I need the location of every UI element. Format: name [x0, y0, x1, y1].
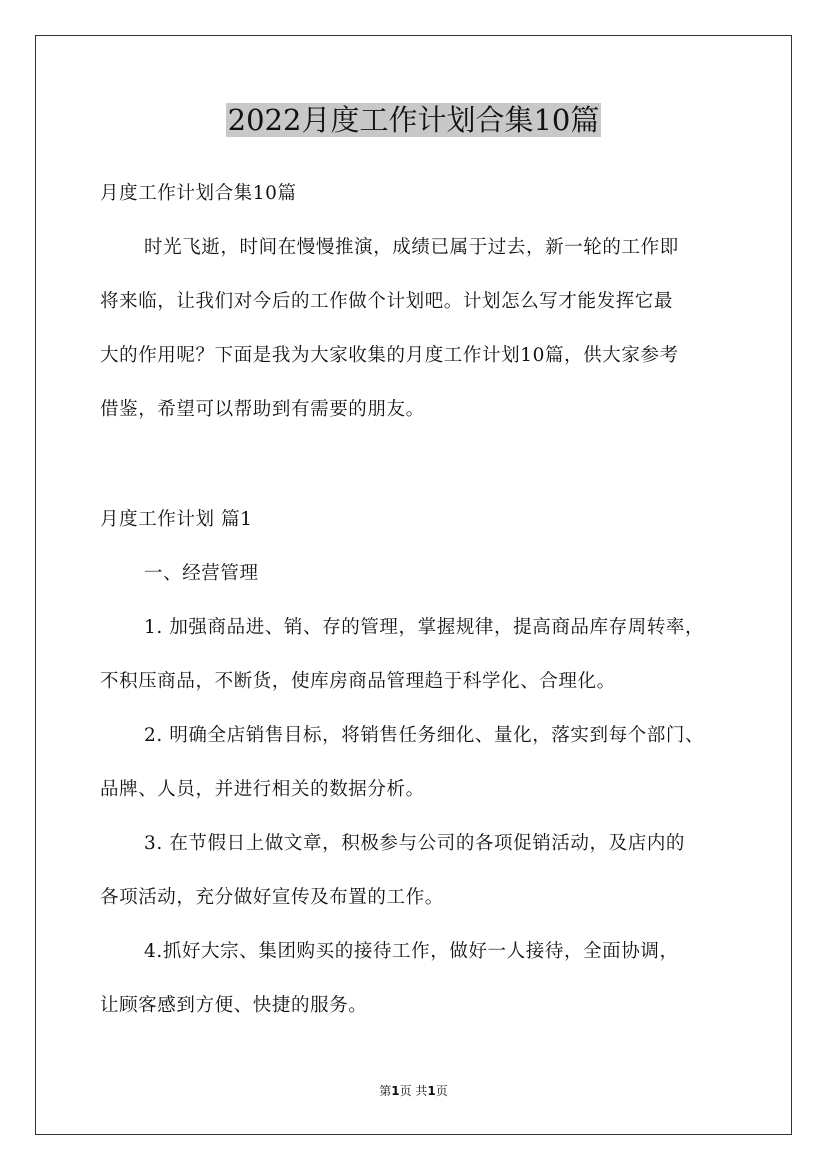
document-title-text: 2022月度工作计划合集10篇 — [227, 103, 600, 137]
footer-middle: 页 共 — [399, 1084, 428, 1098]
item-3-line-2: 各项活动，充分做好宣传及布置的工作。 — [100, 887, 444, 908]
section-heading: 月度工作计划 篇1 — [100, 509, 253, 530]
item-1-line-2: 不积压商品，不断货，使库房商品管理趋于科学化、合理化。 — [100, 671, 616, 692]
subtitle: 月度工作计划合集10篇 — [100, 183, 297, 204]
item-1-line-1: 1. 加强商品进、销、存的管理，掌握规律，提高商品库存周转率， — [144, 617, 705, 638]
item-4-line-1: 4.抓好大宗、集团购买的接待工作，做好一人接待，全面协调， — [144, 941, 679, 962]
page-footer — [0, 1083, 827, 1099]
subsection-heading: 一、经营管理 — [144, 563, 259, 584]
item-2-line-1: 2. 明确全店销售目标，将销售任务细化、量化，落实到每个部门、 — [144, 725, 705, 746]
item-2-line-2: 品牌、人员，并进行相关的数据分析。 — [100, 779, 425, 800]
item-3-line-1: 3. 在节假日上做文章，积极参与公司的各项促销活动，及店内的 — [144, 833, 686, 854]
document-title — [0, 98, 827, 142]
intro-line-2: 将来临，让我们对今后的工作做个计划吧。计划怎么写才能发挥它最 — [100, 291, 674, 312]
footer-prefix: 第 — [379, 1084, 392, 1098]
item-4-line-2: 让顾客感到方便、快捷的服务。 — [100, 995, 368, 1016]
footer-suffix: 页 — [435, 1084, 448, 1098]
footer-current-page: 1 — [391, 1084, 400, 1098]
intro-line-4: 借鉴，希望可以帮助到有需要的朋友。 — [100, 399, 425, 420]
footer-total-pages: 1 — [427, 1084, 436, 1098]
intro-line-3: 大的作用呢？下面是我为大家收集的月度工作计划10篇，供大家参考 — [100, 345, 679, 366]
intro-line-1: 时光飞逝，时间在慢慢推演，成绩已属于过去，新一轮的工作即 — [144, 237, 679, 258]
